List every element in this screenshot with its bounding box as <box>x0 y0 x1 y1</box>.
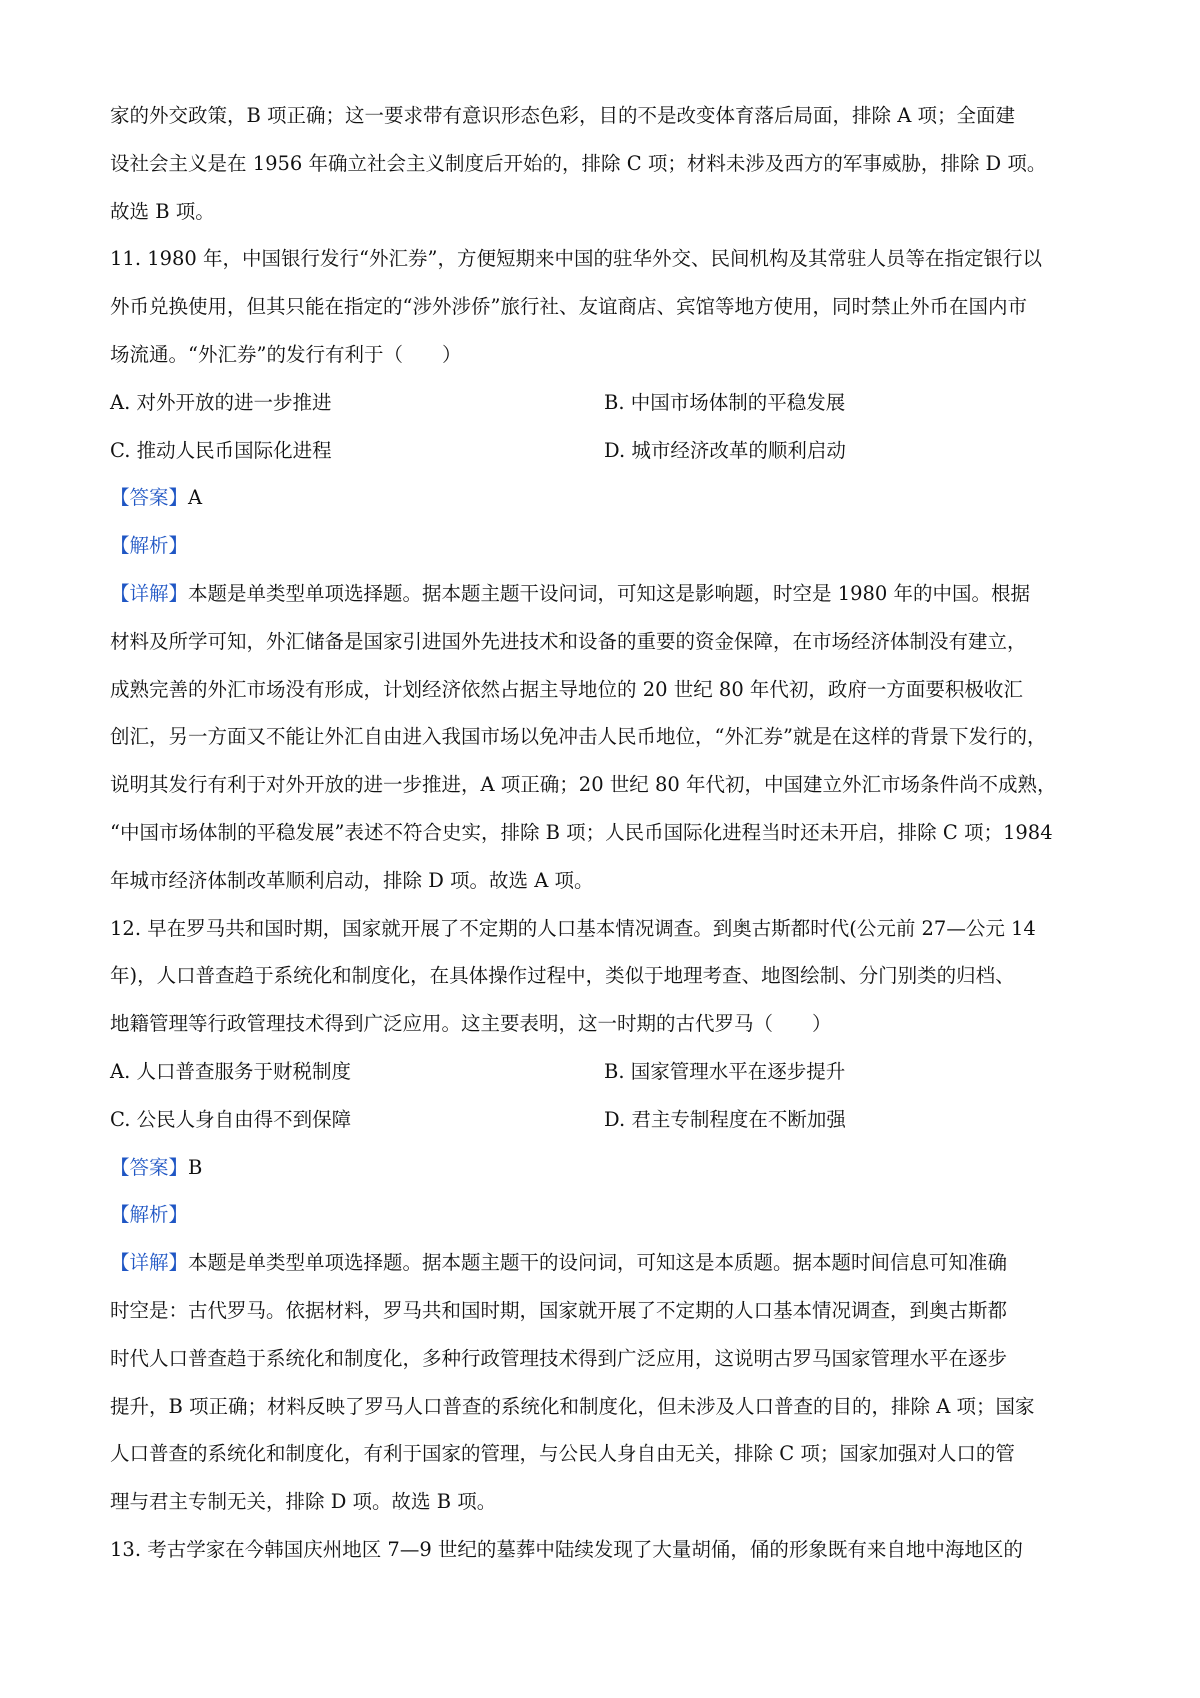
text-line <box>110 235 1098 283</box>
text-line <box>110 1287 1098 1335</box>
text-line <box>110 618 1098 666</box>
text-line <box>110 1430 1098 1478</box>
line-text: 人口普查的系统化和制度化，有利于国家的管理，与公民人身自由无关，排除 C 项；国家加强对人口的管 <box>110 1442 1015 1466</box>
line-text: 时空是：古代罗马。依据材料，罗马共和国时期，国家就开展了不定期的人口基本情况调查，到奥古斯都 <box>110 1298 1008 1322</box>
line-text: 创汇，另一方面又不能让外汇自由进入我国市场以免冲击人民币地位，“外汇券”就是在这样的背景下发行的， <box>110 725 1047 749</box>
line-text: 场流通。“外汇券”的发行有利于（ ） <box>110 342 462 366</box>
text-line <box>110 666 1098 714</box>
text-line <box>110 1000 1098 1048</box>
text-line <box>110 570 1098 618</box>
answer-option: A. 对外开放的进一步推进 <box>110 390 332 414</box>
text-line <box>110 761 1098 809</box>
text-line <box>110 92 1098 140</box>
line-text: 本题是单类型单项选择题。据本题主题干的设问词，可知这是本质题。据本题时间信息可知准确 <box>188 1251 1008 1275</box>
answer-line <box>110 1191 1098 1239</box>
section-tag: 【解析】 <box>110 534 189 558</box>
answer-option: D. 君主专制程度在不断加强 <box>604 1107 846 1131</box>
line-text: 11. 1980 年，中国银行发行“外汇券”，方便短期来中国的驻华外交、民间机构及其常驻人员等在指定银行以 <box>110 247 1042 271</box>
text-line <box>110 857 1098 905</box>
line-text: 家的外交政策，B 项正确；这一要求带有意识形态色彩，目的不是改变体育落后局面，排除 A 项；全面建 <box>110 104 1016 127</box>
section-tag: 【答案】 <box>110 486 189 510</box>
text-line <box>110 952 1098 1000</box>
line-text: 12. 早在罗马共和国时期，国家就开展了不定期的人口基本情况调查。到奥古斯都时代(公元前 27—公元 14 <box>110 916 1036 940</box>
text-line <box>110 713 1098 761</box>
text-line <box>110 188 1098 236</box>
answer-line <box>110 474 1098 522</box>
answer-option: B. 国家管理水平在逐步提升 <box>604 1059 846 1083</box>
section-tag: 【详解】 <box>110 581 189 605</box>
answer-option: A. 人口普查服务于财税制度 <box>110 1059 351 1083</box>
section-tag: 【答案】 <box>110 1155 189 1179</box>
line-text: “中国市场体制的平稳发展”表述不符合史实，排除 B 项；人民币国际化进程当时还未开启，排除 C 项；1984 <box>110 820 1053 844</box>
line-text: 本题是单类型单项选择题。据本题主题干设问词，可知这是影响题，时空是 1980 年的中国。根据 <box>188 581 1031 605</box>
text-line <box>110 283 1098 331</box>
text-line <box>110 140 1098 188</box>
answer-value: B <box>188 1155 203 1179</box>
line-text: 地籍管理等行政管理技术得到广泛应用。这主要表明，这一时期的古代罗马（ ） <box>110 1012 832 1036</box>
options-row <box>110 379 1098 427</box>
line-text: 外币兑换使用，但其只能在指定的“涉外涉侨”旅行社、友谊商店、宾馆等地方使用，同时禁止外币在国内市 <box>110 295 1027 319</box>
options-row <box>110 1048 1098 1096</box>
answer-option: B. 中国市场体制的平稳发展 <box>604 390 846 414</box>
text-line <box>110 1383 1098 1431</box>
line-text: 时代人口普查趋于系统化和制度化，多种行政管理技术得到广泛应用，这说明古罗马国家管理水平在逐步 <box>110 1346 1008 1370</box>
text-line <box>110 1335 1098 1383</box>
section-tag: 【解析】 <box>110 1203 189 1227</box>
text-line <box>110 1478 1098 1526</box>
options-row <box>110 427 1098 475</box>
line-text: 年)，人口普查趋于系统化和制度化，在具体操作过程中，类似于地理考查、地图绘制、分门别类的归档、 <box>110 964 1015 988</box>
answer-option: C. 公民人身自由得不到保障 <box>110 1107 352 1131</box>
answer-line <box>110 522 1098 570</box>
text-line <box>110 1239 1098 1287</box>
answer-line <box>110 1144 1098 1192</box>
line-text: 年城市经济体制改革顺利启动，排除 D 项。故选 A 项。 <box>110 868 594 892</box>
line-text: 说明其发行有利于对外开放的进一步推进，A 项正确；20 世纪 80 年代初，中国建立外汇市场条件尚不成熟， <box>110 773 1057 797</box>
line-text: 材料及所学可知，外汇储备是国家引进国外先进技术和设备的重要的资金保障，在市场经济体制没有建立， <box>110 629 1027 653</box>
text-line <box>110 331 1098 379</box>
line-text: 提升，B 项正确；材料反映了罗马人口普查的系统化和制度化，但未涉及人口普查的目的，排除 A 项；国家 <box>110 1394 1035 1418</box>
text-line <box>110 809 1098 857</box>
line-text: 设社会主义是在 1956 年确立社会主义制度后开始的，排除 C 项；材料未涉及西方的军事威胁，排除 D 项。 <box>110 151 1047 175</box>
answer-option: C. 推动人民币国际化进程 <box>110 438 332 462</box>
line-text: 理与君主专制无关，排除 D 项。故选 B 项。 <box>110 1490 497 1514</box>
line-text: 故选 B 项。 <box>110 199 215 223</box>
text-line <box>110 1526 1098 1574</box>
line-text: 13. 考古学家在今韩国庆州地区 7—9 世纪的墓葬中陆续发现了大量胡俑，俑的形象既有来自地中海地区的 <box>110 1537 1023 1561</box>
line-text: 成熟完善的外汇市场没有形成，计划经济依然占据主导地位的 20 世纪 80 年代初，政府一方面要积极收汇 <box>110 677 1023 701</box>
section-tag: 【详解】 <box>110 1251 189 1275</box>
text-line <box>110 905 1098 953</box>
answer-value: A <box>188 486 203 510</box>
document-page <box>110 92 1098 1574</box>
options-row <box>110 1096 1098 1144</box>
answer-option: D. 城市经济改革的顺利启动 <box>604 438 846 462</box>
